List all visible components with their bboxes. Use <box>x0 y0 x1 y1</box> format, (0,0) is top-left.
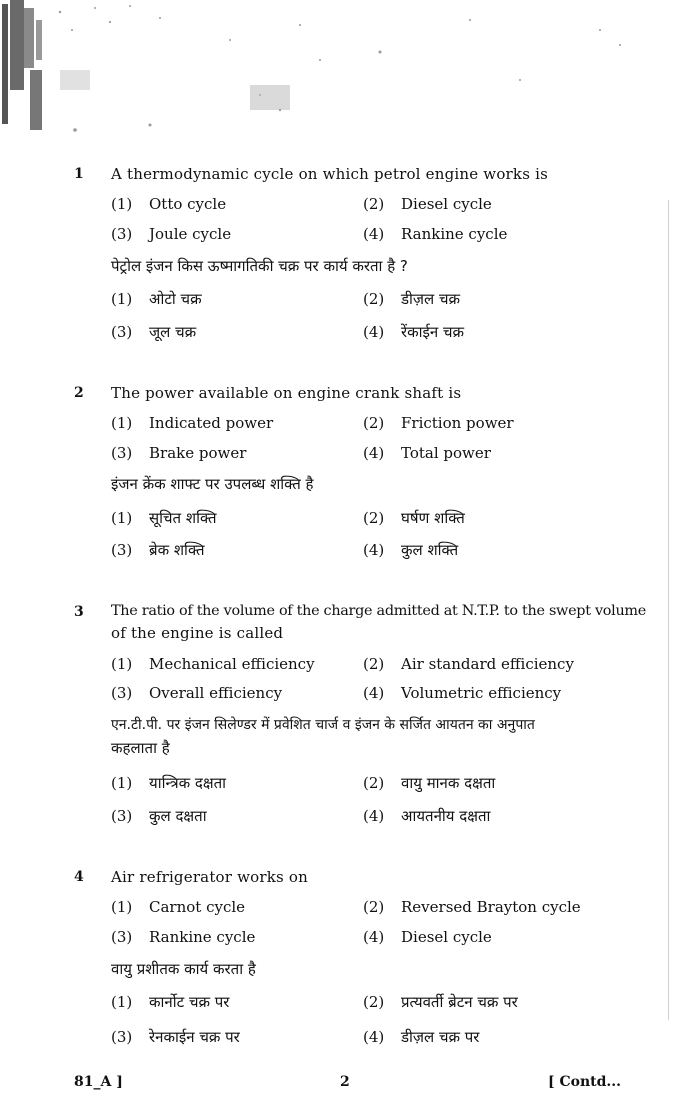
option-en-4: (4) Volumetric efficiency <box>363 684 562 702</box>
option-en-2: (2) Reversed Brayton cycle <box>363 898 581 916</box>
scan-noise <box>0 0 690 160</box>
option-en-2: (2) Diesel cycle <box>363 195 492 213</box>
option-hi-3: (3) ब्रेक शक्ति <box>111 541 205 559</box>
paper-code: 81_A ] <box>74 1074 123 1090</box>
question-text-hi: पेट्रोल इंजन किस ऊष्मागतिकी चक्र पर कार्य करता है ? <box>111 257 408 275</box>
option-en-4: (4) Total power <box>363 444 491 462</box>
option-hi-4: (4) कुल शक्ति <box>363 541 459 559</box>
option-hi-2: (2) वायु मानक दक्षता <box>363 774 496 792</box>
option-en-1: (1) Mechanical efficiency <box>111 655 315 673</box>
question-text-en: The power available on engine crank shaft is <box>111 384 462 402</box>
question-text-en: A thermodynamic cycle on which petrol engine works is <box>111 165 548 183</box>
question-number: 3 <box>74 604 84 620</box>
option-hi-4: (4) रेंकाईन चक्र <box>363 323 465 341</box>
option-en-1: (1) Otto cycle <box>111 195 227 213</box>
question-text-hi: इंजन क्रेंक शाफ्ट पर उपलब्ध शक्ति है <box>111 475 314 493</box>
question-number: 4 <box>74 869 84 885</box>
question-text-en: Air refrigerator works on <box>111 868 309 886</box>
question-text-hi: वायु प्रशीतक कार्य करता है <box>111 960 256 978</box>
question-text-hi-line2: कहलाता है <box>111 739 170 757</box>
option-en-2: (2) Friction power <box>363 414 514 432</box>
option-hi-2: (2) घर्षण शक्ति <box>363 509 465 527</box>
option-hi-3: (3) कुल दक्षता <box>111 807 207 825</box>
option-hi-2: (2) डीज़ल चक्र <box>363 290 461 308</box>
option-en-4: (4) Rankine cycle <box>363 225 508 243</box>
continued-label: [ Contd... <box>548 1074 622 1090</box>
option-en-3: (3) Brake power <box>111 444 247 462</box>
question-number: 2 <box>74 385 84 401</box>
option-en-1: (1) Carnot cycle <box>111 898 246 916</box>
option-hi-2: (2) प्रत्यवर्ती ब्रेटन चक्र पर <box>363 993 518 1011</box>
option-hi-1: (1) ओटो चक्र <box>111 290 202 308</box>
option-en-3: (3) Overall efficiency <box>111 684 283 702</box>
question-text-hi-line1: एन.टी.पी. पर इंजन सिलेण्डर में प्रवेशित चार्ज व इंजन के सर्जित आयतन का अनुपात <box>111 717 535 733</box>
option-en-1: (1) Indicated power <box>111 414 274 432</box>
page-number: 2 <box>340 1074 350 1090</box>
option-en-4: (4) Diesel cycle <box>363 928 492 946</box>
option-hi-1: (1) कार्नोट चक्र पर <box>111 993 230 1011</box>
option-hi-1: (1) यान्त्रिक दक्षता <box>111 774 227 792</box>
option-en-3: (3) Joule cycle <box>111 225 232 243</box>
option-hi-3: (3) जूल चक्र <box>111 323 197 341</box>
question-number: 1 <box>74 166 84 182</box>
option-hi-1: (1) सूचित शक्ति <box>111 509 217 527</box>
option-hi-4: (4) डीज़ल चक्र पर <box>363 1028 480 1046</box>
option-hi-3: (3) रेनकाईन चक्र पर <box>111 1028 240 1046</box>
option-en-2: (2) Air standard efficiency <box>363 655 574 673</box>
question-text-en-line1: The ratio of the volume of the charge admitted at N.T.P. to the swept volume <box>111 603 646 619</box>
question-text-en-line2: of the engine is called <box>111 624 284 642</box>
option-hi-4: (4) आयतनीय दक्षता <box>363 807 491 825</box>
option-en-3: (3) Rankine cycle <box>111 928 256 946</box>
scan-edge-line <box>668 200 669 1020</box>
